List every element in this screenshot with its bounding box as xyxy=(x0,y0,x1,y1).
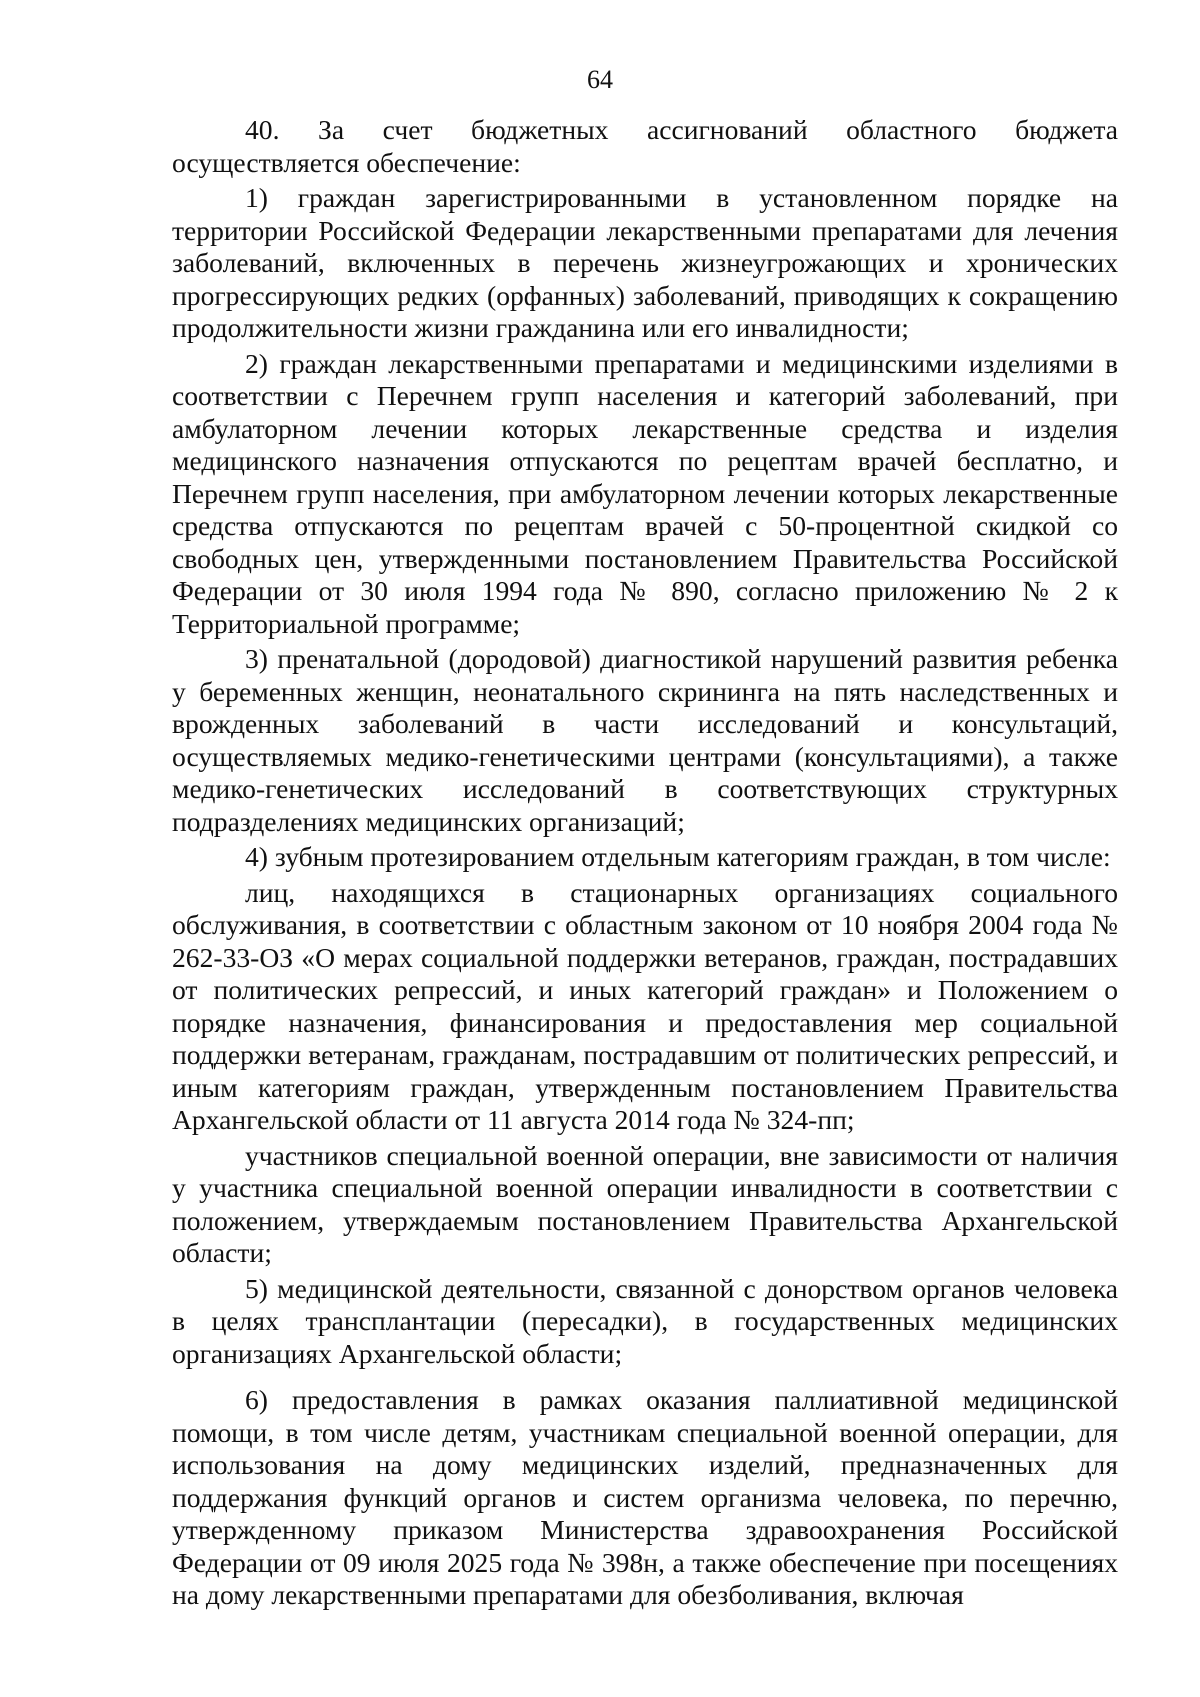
paragraph-item-3: 3) пренатальной (дородовой) диагностикой нарушений развития ребенка у беременных женщин, неонатального скрининга на пять наследственных и врожденных заболеваний в части исследований и консультаций, осуществляемых медико-генетическими центрами (консультациями), а также медико-генетических исследований в соответствующих структурных подразделениях медицинских организаций; xyxy=(172,643,1118,837)
paragraph-40-intro: 40. За счет бюджетных ассигнований областного бюджета осуществляется обеспечение: xyxy=(172,114,1118,178)
paragraph-item-4-svo-participants: участников специальной военной операции, вне зависимости от наличия у участника специальной военной операции инвалидности в соответствии с положением, утверждаемым постановлением Правительства Архангельской области; xyxy=(172,1139,1118,1268)
paragraph-item-1: 1) граждан зарегистрированными в установленном порядке на территории Российской Федерации лекарственными препаратами для лечения заболеваний, включенных в перечень жизнеугрожающих и хронических прогрессирующих редких (орфанных) заболеваний, приводящих к сокращению продолжительности жизни гражданина или его инвалидности; xyxy=(172,182,1118,343)
paragraph-item-4-persons: лиц, находящихся в стационарных организациях социального обслуживания, в соответствии с областным законом от 10 ноября 2004 года № 262-33-ОЗ «О мерах социальной поддержки ветеранов, граждан, пострадавших от политических репрессий, и иных категорий граждан» и Положением о порядке назначения, финансирования и предоставления мер социальной поддержки ветеранам, гражданам, пострадавшим от политических репрессий, и иным категориям граждан, утвержденным постановлением Правительства Архангельской области от 11 августа 2014 года № 324-пп; xyxy=(172,876,1118,1135)
page-number: 64 xyxy=(587,65,613,94)
paragraph-item-2: 2) граждан лекарственными препаратами и медицинскими изделиями в соответствии с Перечнем групп населения и категорий заболеваний, при амбулаторном лечении которых лекарственные средства и изделия медицинского назначения отпускаются по рецептам врачей бесплатно, и Перечнем групп населения, при амбулаторном лечении которых лекарственные средства отпускаются по рецептам врачей с 50-процентной скидкой со свободных цен, утвержденными постановлением Правительства Российской Федерации от 30 июля 1994 года № 890, согласно приложению № 2 к Территориальной программе; xyxy=(172,347,1118,639)
paragraph-item-4: 4) зубным протезированием отдельным категориям граждан, в том числе: xyxy=(245,841,1111,872)
paragraph-item-5: 5) медицинской деятельности, связанной с донорством органов человека в целях трансплантации (пересадки), в государственных медицинских организациях Архангельской области; xyxy=(172,1272,1118,1369)
document-body xyxy=(172,114,1118,1612)
paragraph-item-6: 6) предоставления в рамках оказания паллиативной медицинской помощи, в том числе детям, участникам специальной военной операции, для использования на дому медицинских изделий, предназначенных для поддержания функций органов и систем организма человека, по перечню, утвержденному приказом Министерства здравоохранения Российской Федерации от 09 июля 2025 года № 398н, а также обеспечение при посещениях на дому лекарственными препаратами для обезболивания, включая xyxy=(172,1384,1118,1610)
